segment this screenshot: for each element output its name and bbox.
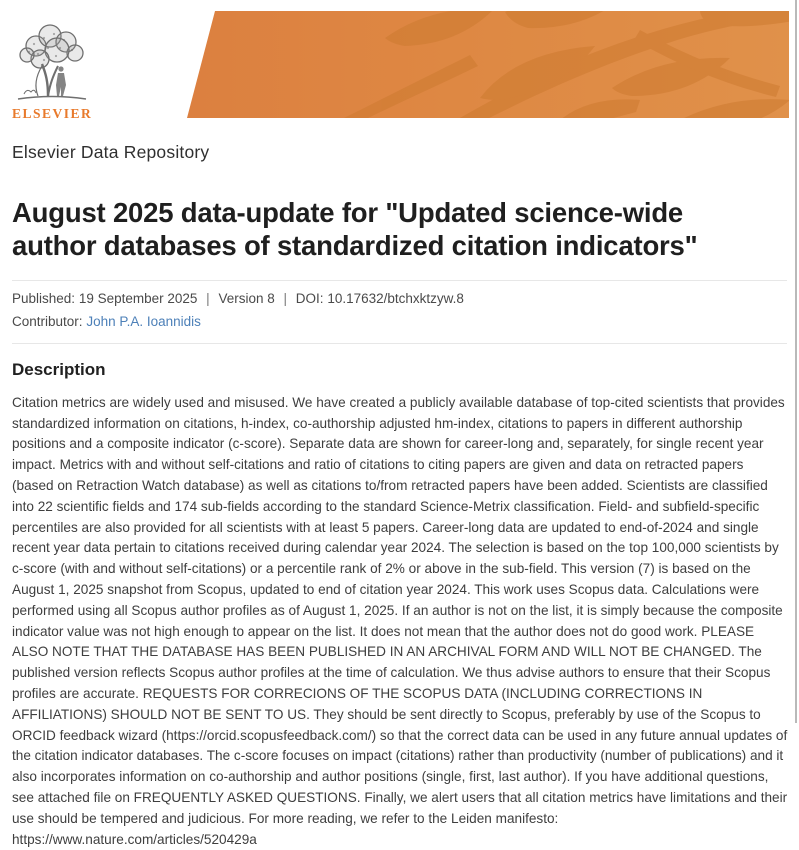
contributor-link[interactable]: John P.A. Ioannidis — [86, 313, 201, 329]
published-label: Published: — [12, 291, 76, 306]
site-name: Elsevier Data Repository — [12, 142, 210, 162]
elsevier-logo[interactable] — [12, 22, 92, 122]
page-header — [0, 0, 799, 162]
elsevier-tree-icon — [14, 22, 90, 104]
meta-separator: | — [206, 291, 210, 306]
description-heading: Description — [12, 359, 106, 379]
published-row — [12, 288, 787, 311]
window-edge-line — [795, 0, 797, 723]
doi-value: 10.17632/btchxktzyw.8 — [327, 291, 464, 306]
published-date: 19 September 2025 — [78, 291, 198, 306]
contributor-row — [12, 311, 787, 334]
orange-leaf-banner — [0, 0, 799, 130]
article-title: August 2025 data-update for "Updated science-wide author databases of standardized citation indicators" — [12, 197, 698, 261]
elsevier-wordmark: ELSEVIER — [12, 106, 93, 121]
meta-separator: | — [283, 291, 288, 306]
doi-label: DOI: — [295, 291, 324, 306]
version-badge: Version 8 — [218, 291, 275, 306]
description-body: Citation metrics are widely used and misused. We have created a publicly available database of top-cited scientists that provides standardized information on citations, h-index, co-authorship adjusted hm-index, citations to papers in different authorship positions and a composite indicator (c-score). Separate data are shown for career-long and, separately, for single recent year impact. Metrics with and without self-citations and ratio of citations to citing papers are given and data on retracted papers (based on Retraction Watch database) as well as citations to/from retracted papers have been added. Scientists are classified into 22 scientific fields and 174 sub-fields according to the standard Science-Metrix classification. Field- and subfield-specific percentiles are also provided for all scientists with at least 5 papers. Career-long data are updated to end-of-2024 and single recent year data pertain to citations received during calendar year 2024. The selection is based on the top 100,000 scientists by c-score (with and without self-citations) or a percentile rank of 2% or above in the sub-field. This version (7) is based on the August 1, 2025 snapshot from Scopus, updated to end of citation year 2024. This work uses Scopus data. Calculations were performed using all Scopus author profiles as of August 1, 2025. If an author is not on the list, it is simply because the composite indicator value was not high enough to appear on the list. It does not mean that the author does not do good work. PLEASE ALSO NOTE THAT THE DATABASE HAS BEEN PUBLISHED IN AN ARCHIVAL FORM AND WILL NOT BE CHANGED. The published version reflects Scopus author profiles at the time of calculation. We thus advise authors to ensure that their Scopus profiles are accurate. REQUESTS FOR CORRECIONS OF THE SCOPUS DATA (INCLUDING CORRECTIONS IN AFFILIATIONS) SHOULD NOT BE SENT TO US. They should be sent directly to Scopus, preferably by use of the Scopus to ORCID feedback wizard (https://orcid.scopusfeedback.com/) so that the correct data can be used in any future annual updates of the citation indicator databases. The c-score focuses on impact (citations) rather than productivity (number of publications) and it also incorporates information on co-authorship and author positions (single, first, last author). If you have additional questions, see attached file on FREQUENTLY ASKED QUESTIONS. Finally, we alert users that all citation metrics have limitations and their use should be tempered and judicious. For more reading, we refer to the Leiden manifesto: https://www.nature.com/articles/520429a — [12, 394, 788, 847]
contributor-label: Contributor: — [12, 313, 83, 329]
article-meta — [12, 280, 787, 344]
